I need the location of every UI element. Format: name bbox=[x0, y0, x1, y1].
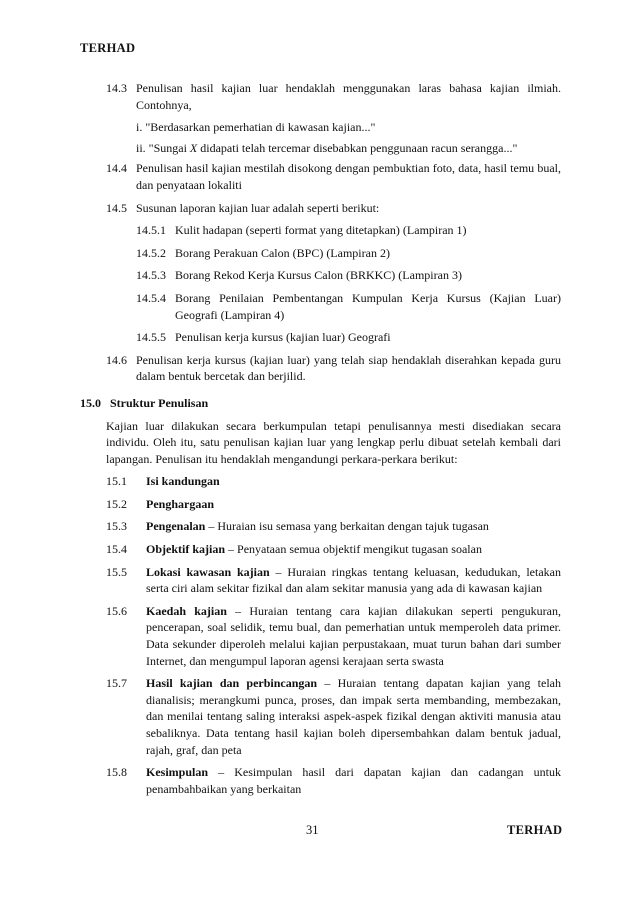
item-text bbox=[146, 496, 561, 513]
item-text: Borang Perakuan Calon (BPC) (Lampiran 2) bbox=[175, 245, 390, 260]
item-14-5-1 bbox=[80, 222, 561, 239]
item-14-4 bbox=[80, 160, 561, 193]
section-number: 15.0 bbox=[80, 395, 101, 410]
header-tag: TERHAD bbox=[80, 41, 136, 55]
item-15-4 bbox=[80, 541, 561, 558]
item-text: Penulisan hasil kajian mestilah disokong dengan pembuktian foto, data, hasil temu bual, dan penyataan lokaliti bbox=[136, 161, 561, 192]
item-15-3 bbox=[80, 518, 561, 535]
page-number: 31 bbox=[306, 823, 319, 837]
item-term: Objektif kajian bbox=[146, 542, 226, 557]
item-text bbox=[146, 675, 561, 758]
example-i: i. "Berdasarkan pemerhatian di kawasan kajian..." bbox=[136, 120, 376, 135]
footer-tag: TERHAD bbox=[507, 823, 563, 837]
item-number: 15.4 bbox=[106, 542, 127, 557]
example-ii-var: X bbox=[189, 140, 198, 155]
item-desc: – Huraian isu semasa yang berkaitan dengan tajuk tugasan bbox=[205, 519, 489, 534]
item-text: Kulit hadapan (seperti format yang ditetapkan) (Lampiran 1) bbox=[175, 223, 467, 238]
item-term: Kesimpulan bbox=[146, 765, 209, 780]
item-term: Kaedah kajian bbox=[146, 603, 227, 618]
example-ii-suffix: didapati telah tercemar disebabkan penggunaan racun serangga..." bbox=[197, 140, 518, 155]
section-title: Struktur Penulisan bbox=[110, 395, 209, 410]
item-desc: – Huraian tentang dapatan kajian yang telah dianalisis; merangkumi punca, proses, dan impak serta membanding, membezakan, dan menilai tentang saling interaksi aspek-aspek fizikal dengan aktiviti manusia atau sebaliknya. Data tentang hasil kajian boleh dipersembahkan dalam bentuk jadual, rajah, graf, dan peta bbox=[146, 676, 561, 757]
item-text: Borang Rekod Kerja Kursus Calon (BRKKC) (Lampiran 3) bbox=[175, 268, 462, 283]
item-14-5-3 bbox=[80, 267, 561, 284]
item-number: 15.5 bbox=[106, 564, 127, 579]
item-desc: – Huraian tentang cara kajian dilakukan seperti pengukuran, pencerapan, soal selidik, temu bual, dan pemerhatian untuk memperoleh data primer. Data sekunder diperoleh melalui kajian perpustakaan, muat turun bahan dari sumber Internet, dan mengumpul laporan agensi kerajaan serta swasta bbox=[146, 603, 562, 668]
item-15-2 bbox=[80, 496, 561, 513]
item-15-1 bbox=[80, 473, 561, 490]
item-15-6 bbox=[80, 603, 561, 669]
item-term: Lokasi kawasan kajian bbox=[146, 564, 270, 579]
example-ii-prefix: ii. "Sungai bbox=[136, 140, 190, 155]
item-14-3 bbox=[80, 80, 561, 113]
item-number: 14.5.3 bbox=[136, 268, 166, 283]
item-text bbox=[146, 764, 561, 797]
item-number: 15.1 bbox=[106, 474, 127, 489]
item-text bbox=[146, 473, 561, 490]
item-number: 14.5 bbox=[106, 200, 127, 215]
item-number: 14.4 bbox=[106, 161, 127, 176]
item-text: Penulisan kerja kursus (kajian luar) yang telah siap hendaklah diserahkan kepada guru dalam bentuk bercetak dan berjilid. bbox=[136, 352, 561, 384]
item-14-5-2 bbox=[80, 245, 561, 262]
item-14-6 bbox=[80, 352, 561, 385]
item-term: Isi kandungan bbox=[146, 474, 220, 489]
item-desc: – Penyataan semua objektif mengikut tugasan soalan bbox=[225, 542, 482, 557]
item-text: Borang Penilaian Pembentangan Kumpulan Kerja Kursus (Kajian Luar) Geografi (Lampiran 4) bbox=[175, 290, 561, 322]
item-text: Penulisan kerja kursus (kajian luar) Geografi bbox=[175, 330, 391, 345]
item-number: 14.5.2 bbox=[136, 245, 166, 260]
item-number: 14.5.1 bbox=[136, 223, 166, 238]
item-text: Susunan laporan kajian luar adalah seperti berikut: bbox=[136, 200, 380, 215]
item-number: 14.6 bbox=[106, 352, 127, 367]
section-heading bbox=[80, 395, 561, 412]
item-text bbox=[146, 564, 561, 597]
item-desc: – Huraian ringkas tentang keluasan, kedudukan, letakan serta ciri alam sekitar fizikal dan alam sekitar manusia yang ada di kawasan kajian bbox=[146, 564, 561, 596]
item-text bbox=[146, 541, 561, 558]
item-15-5 bbox=[80, 564, 561, 597]
item-number: 15.7 bbox=[106, 676, 127, 691]
item-text bbox=[146, 518, 561, 535]
item-number: 15.3 bbox=[106, 519, 127, 534]
item-number: 14.5.5 bbox=[136, 330, 166, 345]
item-number: 14.5.4 bbox=[136, 290, 166, 305]
item-term: Pengenalan bbox=[146, 519, 206, 534]
item-14-5-5 bbox=[80, 329, 561, 346]
item-15-7 bbox=[80, 675, 561, 758]
document-body bbox=[80, 80, 561, 803]
item-text bbox=[146, 603, 561, 669]
item-number: 14.3 bbox=[106, 81, 127, 95]
item-term: Penghargaan bbox=[146, 496, 215, 511]
example-ii bbox=[80, 140, 561, 157]
item-14-5 bbox=[80, 200, 561, 217]
item-term: Hasil kajian dan perbincangan bbox=[146, 676, 318, 691]
item-number: 15.6 bbox=[106, 603, 127, 618]
item-14-5-4 bbox=[80, 290, 561, 323]
item-text: Penulisan hasil kajian luar hendaklah menggunakan laras bahasa kajian ilmiah. Contohnya, bbox=[136, 81, 561, 112]
item-number: 15.2 bbox=[106, 496, 127, 511]
section-intro: Kajian luar dilakukan secara berkumpulan tetapi penulisannya mesti disediakan secara individu. Oleh itu, satu penulisan kajian luar yang lengkap perlu dibuat setelah kembali dari lapangan. Penulisan itu hendaklah mengandungi perkara-perkara berikut: bbox=[106, 418, 561, 466]
item-desc: – Kesimpulan hasil dari dapatan kajian dan cadangan untuk penambahbaikan yang berkaitan bbox=[146, 765, 561, 796]
item-15-8 bbox=[80, 764, 561, 797]
item-number: 15.8 bbox=[106, 765, 127, 780]
